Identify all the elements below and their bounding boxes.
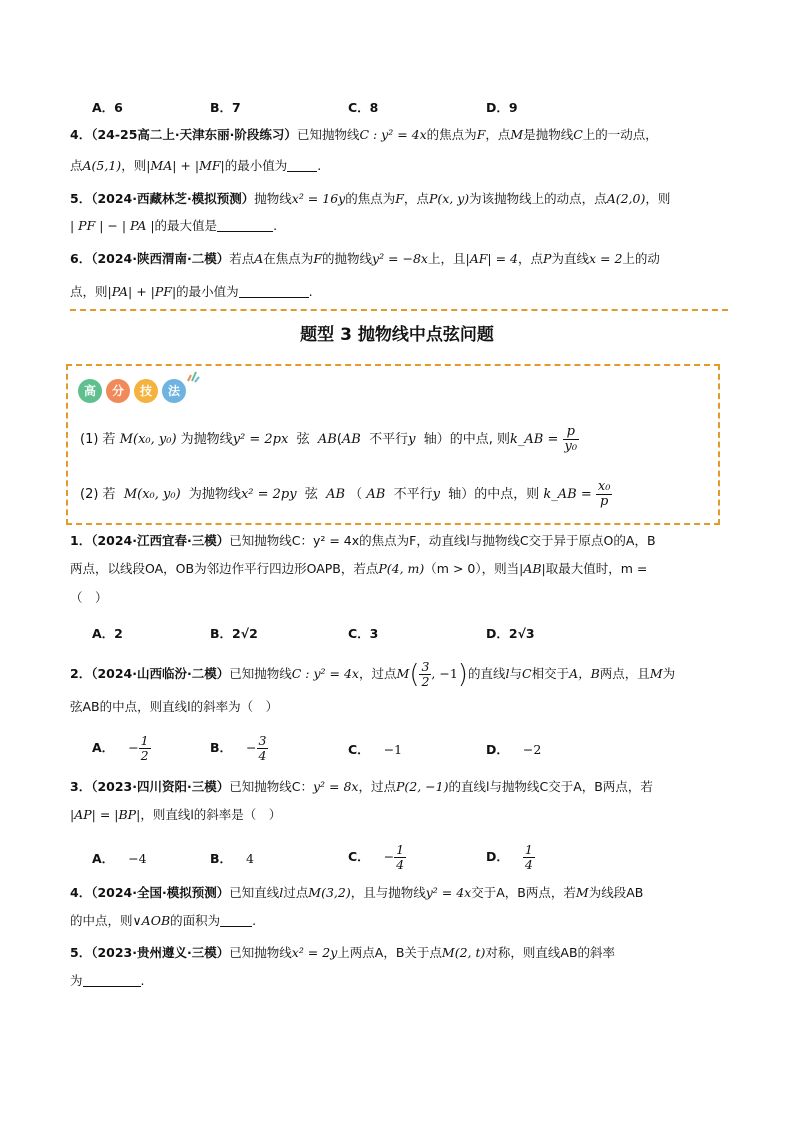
- question-3-line2: |AP| = |BP|，则直线l的斜率是（ ）: [70, 807, 282, 822]
- question-2-line1: 2．（2024·山西临汾·二模）已知抛物线C : y² = 4x，过点M( $\frac{3}{2}$ , −1)的直线l与C相交于A，B两点，且M为: [70, 659, 676, 690]
- question-1-line2: 两点，以线段OA，OB为邻边作平行四边形OAPB，若点P(4, m)（m > 0），则当|AB|取最大值时，m =: [70, 561, 648, 576]
- fraction: $\frac{3}{2}$: [421, 659, 430, 689]
- question-4b-line1: 4．（2024·全国·模拟预测）已知直线l过点M(3,2)，且与抛物线y² = 4x交于A，B两点，若M为线段AB: [70, 885, 644, 900]
- answer-blank[interactable]: [220, 914, 252, 927]
- tip-line-1: (1) 若 M(x₀, y₀) 为抛物线y² = 2px 弦 AB(AB 不平行y 轴）的中点, 则k_AB = $\frac{p}{\text{y₀}}$: [80, 424, 578, 454]
- option-d: D．2√3: [486, 626, 535, 641]
- option-c: C． −1: [348, 742, 403, 757]
- question-6a-line1: 6．（2024·陕西渭南·二模）若点A在焦点为F的抛物线y² = −8x上，且|AF| = 4，点P为直线x = 2上的动: [70, 251, 660, 266]
- option-b: B． 4: [210, 851, 254, 866]
- option-a: A．6: [92, 100, 123, 115]
- answer-blank[interactable]: [217, 219, 273, 232]
- tip-line-2: (2) 若 M(x₀, y₀) 为抛物线x² = 2py 弦 AB （ AB 不平行y 轴）的中点，则 k_AB = $\frac{\text{x₀}}{p}$: [80, 479, 611, 509]
- option-a: A． − $\frac{1}{2}$: [92, 733, 149, 763]
- option-c: C． − $\frac{1}{4}$: [348, 842, 405, 872]
- option-b: B． − $\frac{3}{4}$: [210, 733, 267, 763]
- option-b: B．7: [210, 100, 241, 115]
- option-a: A． −4: [92, 851, 147, 866]
- question-5b-line1: 5．（2023·贵州遵义·三模）已知抛物线x² = 2y上两点A，B关于点M(2, t)对称，则直线AB的斜率: [70, 945, 616, 960]
- option-d: D． −2: [486, 742, 542, 757]
- answer-blank[interactable]: [239, 285, 309, 298]
- answer-blank[interactable]: [287, 159, 317, 172]
- option-c: C．8: [348, 100, 379, 115]
- question-5a-line2: | PF | − | PA |的最大值是 .: [70, 218, 278, 233]
- section-title: 题型 3 抛物线中点弦问题: [300, 325, 494, 345]
- question-4b-line2: 的中点，则∨AOB的面积为 .: [70, 913, 257, 928]
- question-1-line3: （ ）: [70, 590, 108, 605]
- question-5b-line2: 为 .: [70, 973, 145, 988]
- option-a: A．2: [92, 626, 123, 641]
- question-2-line2: 弦AB的中点，则直线l的斜率为（ ）: [70, 699, 279, 714]
- question-5a-line1: 5．（2024·西藏林芝·模拟预测）抛物线x² = 16y的焦点为F，点P(x, y)为该抛物线上的动点，点A(2,0)，则: [70, 191, 671, 206]
- fraction: $\frac{p}{\text{y₀}}$: [564, 424, 578, 454]
- tip-badge: [78, 375, 196, 405]
- option-d: D． $\frac{1}{4}$: [486, 842, 533, 872]
- badge-char: 法: [162, 379, 186, 403]
- question-4a-line1: 4．（24-25高二上·天津东丽·阶段练习）已知抛物线C : y² = 4x的焦点为F，点M是抛物线C上的一动点，: [70, 127, 658, 142]
- question-6a-line2: 点，则|PA| + |PF|的最小值为 .: [70, 284, 313, 299]
- question-3-line1: 3．（2023·四川资阳·三模）已知抛物线C：y² = 8x，过点P(2, −1)的直线l与抛物线C交于A，B两点，若: [70, 779, 653, 794]
- question-4a-line2: 点A(5,1)，则|MA| + |MF|的最小值为 .: [70, 158, 322, 173]
- fraction: $\frac{\text{x₀}}{p}$: [597, 479, 611, 509]
- badge-char: 技: [134, 379, 158, 403]
- badge-char: 分: [106, 379, 130, 403]
- answer-blank[interactable]: [83, 974, 141, 987]
- badge-char: 高: [78, 379, 102, 403]
- option-b: B．2√2: [210, 626, 258, 641]
- section-divider: [70, 309, 728, 311]
- sparkle-icon: [186, 369, 200, 383]
- option-d: D．9: [486, 100, 518, 115]
- question-1-line1: 1．（2024·江西宜春·三模）已知抛物线C：y² = 4x的焦点为F，动直线l与抛物线C交于异于原点O的A，B: [70, 533, 656, 548]
- option-c: C．3: [348, 626, 379, 641]
